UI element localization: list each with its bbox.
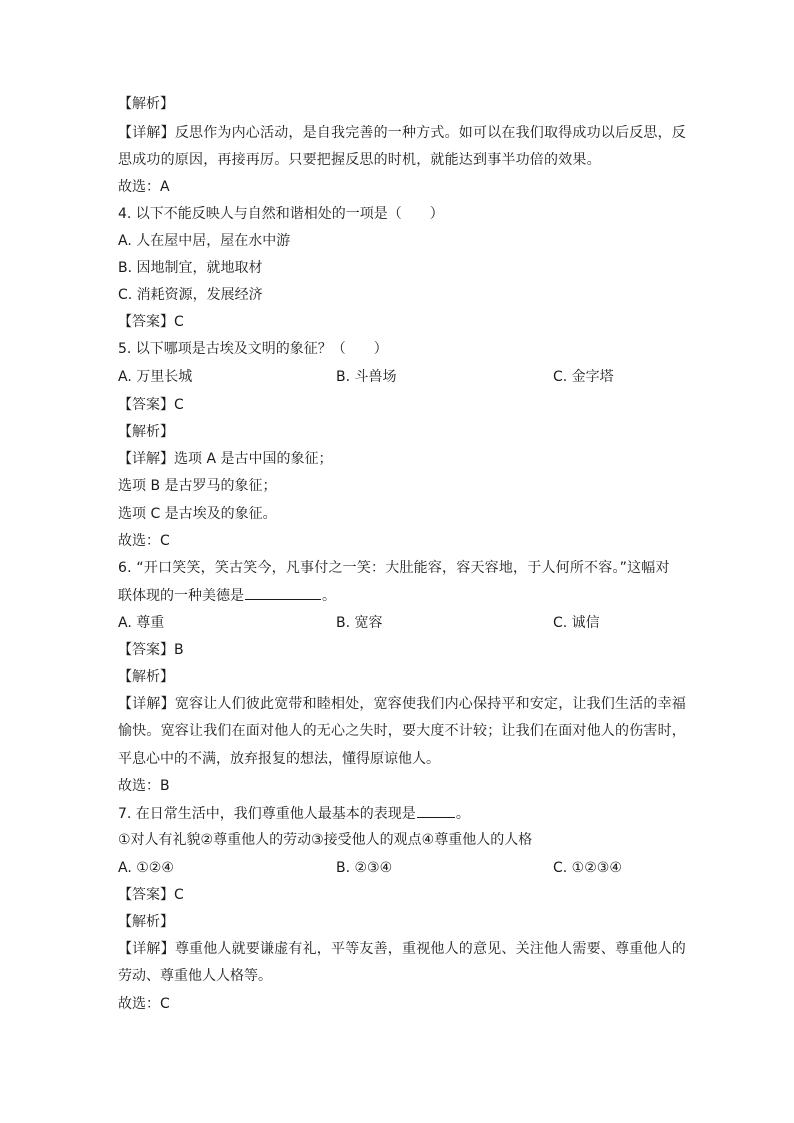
detail-line [118,123,687,143]
final-choice: 故选：A [118,179,170,195]
detail-line: 愉快。宽容让我们在面对他人的无心之失时，要大度不计较；让我们在面对他人的伤害时， [118,723,686,739]
answer-value: C [174,314,184,330]
detail-line [118,449,678,469]
detail-text: 尊重他人就要谦虚有礼，平等友善，重视他人的意见、关注他人需要、尊重他人的 [174,941,687,957]
analysis-heading: 【解析】 [118,914,174,930]
detail-text: 宽容让人们彼此宽带和睦相处，宽容使我们内心保持平和安定，让我们生活的幸福 [174,696,687,712]
question-4-option-a: A. 人在屋中居，屋在水中游 [118,233,291,249]
fill-blank [245,585,321,600]
question-4-option-c: C. 消耗资源，发展经济 [118,287,263,303]
detail-line: 劳动、尊重他人人格等。 [118,968,272,984]
final-choice: 故选：C [118,996,170,1012]
detail-line [118,939,687,959]
answer-tag: 【答案】 [118,642,174,658]
detail-line: 选项 B 是古罗马的象征； [118,478,277,494]
detail-tag: 【详解】 [118,125,175,141]
question-7-stem [118,803,678,824]
final-choice: 故选：B [118,778,170,794]
detail-line: 思成功的原因，再接再厉。只要把握反思的时机，就能达到事半功倍的效果。 [118,152,601,168]
question-5-option-b: B. 斗兽场 [336,369,397,385]
question-5-option-c: C. 金字塔 [553,369,614,385]
question-4-answer [118,312,678,332]
question-6-option-a: A. 尊重 [118,615,165,631]
question-6-stem: 6. “开口笑笑，笑古笑今，凡事付之一笑：大肚能容，容天容地，于人何所不容。”这幅对 [118,560,670,576]
question-4-option-b: B. 因地制宜，就地取材 [118,260,263,276]
detail-line: 选项 C 是古埃及的象征。 [118,506,277,522]
question-7-items: ①对人有礼貌②尊重他人的劳动③接受他人的观点④尊重他人的人格 [118,832,533,848]
question-6-option-c: C. 诚信 [553,615,600,631]
detail-text: 反思作为内心活动，是自我完善的一种方式。如可以在我们取得成功以后反思，反 [174,125,687,141]
fill-blank [417,803,455,818]
question-5-answer [118,395,678,415]
question-6-stem-continued [118,585,678,606]
answer-value: B [174,642,184,658]
detail-text: 选项 A 是古中国的象征； [174,451,333,467]
question-4-stem: 4. 以下不能反映人与自然和谐相处的一项是（ ） [118,206,444,222]
answer-tag: 【答案】 [118,314,174,330]
stem-text: 。 [455,806,470,822]
question-7-option-b: B. ②③④ [336,860,393,876]
question-6-option-b: B. 宽容 [336,615,383,631]
stem-text: 7. 在日常生活中，我们尊重他人最基本的表现是 [118,806,416,822]
stem-text: 联体现的一种美德是 [118,588,244,604]
question-5-option-a: A. 万里长城 [118,369,193,385]
detail-line: 平息心中的不满，放弃报复的想法，懂得原谅他人。 [118,751,440,767]
detail-tag: 【详解】 [118,696,175,712]
question-7-answer [118,885,678,905]
detail-tag: 【详解】 [118,941,175,957]
answer-value: C [174,887,184,903]
question-7-option-c: C. ①②③④ [553,860,622,876]
answer-tag: 【答案】 [118,887,174,903]
detail-line [118,694,687,714]
answer-tag: 【答案】 [118,397,174,413]
analysis-heading: 【解析】 [118,424,174,440]
detail-tag: 【详解】 [118,451,174,467]
stem-text: 。 [322,588,336,604]
analysis-heading: 【解析】 [118,669,174,685]
final-choice: 故选：C [118,533,170,549]
answer-value: C [174,397,184,413]
question-5-stem: 5. 以下哪项是古埃及文明的象征？（ ） [118,341,388,357]
question-7-option-a: A. ①②④ [118,860,174,876]
question-6-answer [118,640,678,660]
analysis-heading: 【解析】 [118,96,174,112]
